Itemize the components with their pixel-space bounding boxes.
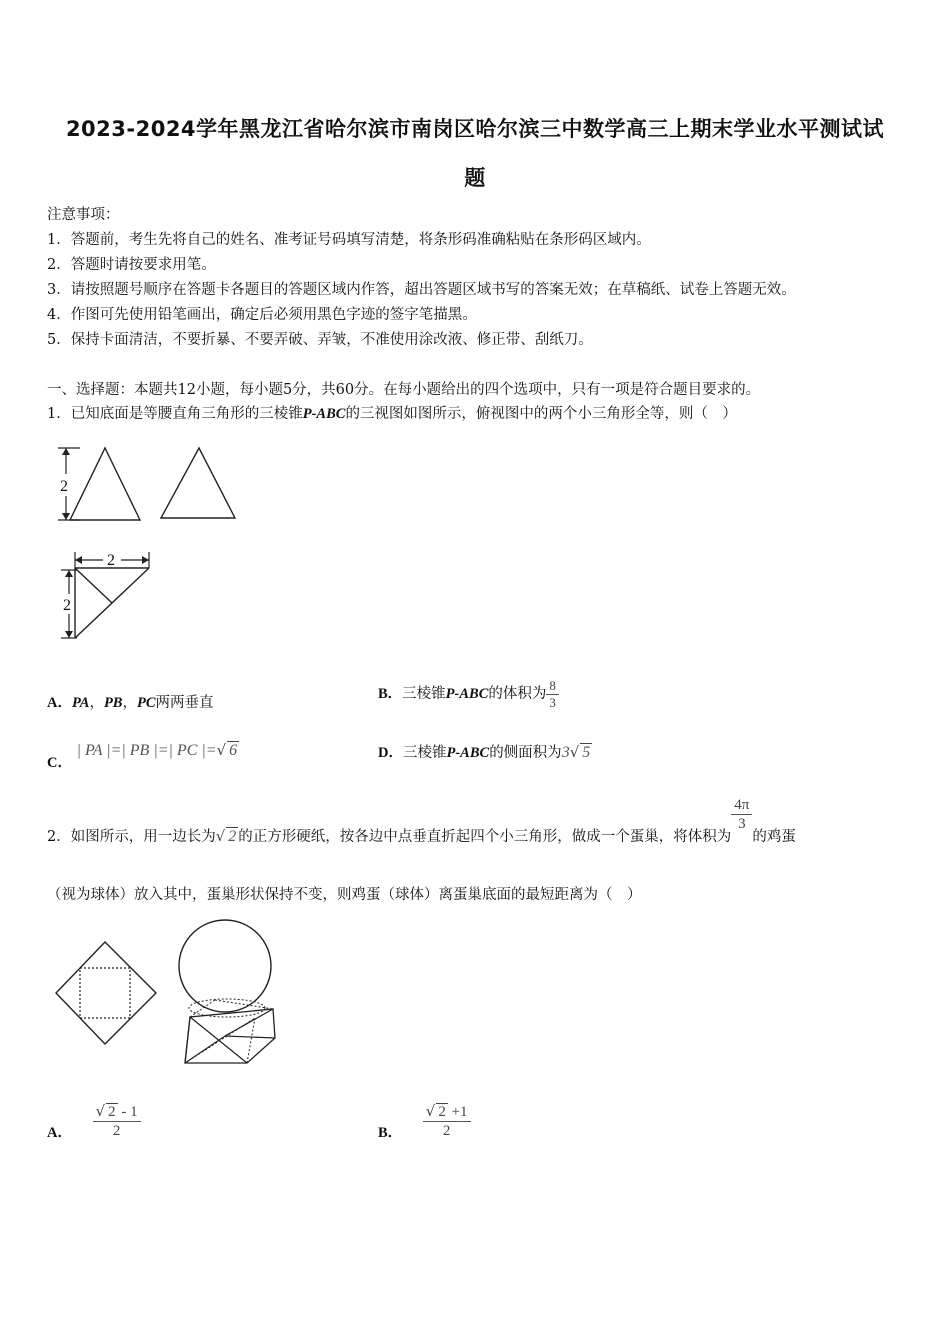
- notice-item-3: 3．请按照题号顺序在答题卡各题目的答题区域内作答，超出答题区域书写的答案无效；在草稿纸、试卷上答题无效。: [47, 282, 796, 298]
- top-width-label: 2: [107, 552, 115, 569]
- front-height-label: 2: [60, 478, 68, 495]
- q1-option-b[interactable]: B．三棱锥P-ABC的体积为 $\frac{8}{3}$: [378, 678, 559, 710]
- page-title: 2023-2024学年黑龙江省哈尔滨市南岗区哈尔滨三中数学高三上期末学业水平测试试: [65, 117, 885, 141]
- q1-front-view: [50, 440, 160, 530]
- q2-option-b[interactable]: B． $\frac{√ 2 +1}{2}$: [378, 1102, 471, 1140]
- question-1-stem: 1．已知底面是等腰直角三角形的三棱锥P-ABC的三视图如图所示，俯视图中的两个小三角形全等，则（ ）: [47, 406, 737, 422]
- question-2-stem-line2: （视为球体）放入其中，蛋巢形状保持不变，则鸡蛋（球体）离蛋巢底面的最短距离为（ ）: [47, 887, 642, 903]
- notice-heading: 注意事项：: [47, 207, 120, 223]
- q2-option-a[interactable]: A． $\frac{√ 2 - 1}{2}$: [47, 1102, 141, 1140]
- q1-top-view: [55, 550, 165, 650]
- notice-item-1: 1．答题前，考生先将自己的姓名、准考证号码填写清楚，将条形码准确粘贴在条形码区域内。: [47, 232, 651, 248]
- notice-item-4: 4．作图可先使用铅笔画出，确定后必须用黑色字迹的签字笔描黑。: [47, 307, 477, 323]
- q1-option-d[interactable]: D．三棱锥P-ABC的侧面积为3√ 5: [378, 743, 591, 761]
- q1-side-view: [155, 440, 245, 530]
- q2-egg-nest: [175, 918, 285, 1068]
- section-heading: 一、选择题：本题共12小题，每小题5分，共60分。在每小题给出的四个选项中，只有一项是符合题目要求的。: [47, 382, 761, 398]
- q2-folded-square: [52, 938, 162, 1048]
- q1-option-c[interactable]: C． | PA |=| PB |=| PC |=√ 6: [47, 741, 238, 771]
- notice-item-2: 2．答题时请按要求用笔。: [47, 257, 216, 273]
- top-height-label: 2: [63, 597, 71, 614]
- notice-item-5: 5．保持卡面清洁，不要折暴、不要弄破、弄皱，不准使用涂改液、修正带、刮纸刀。: [47, 332, 593, 348]
- q1-option-a[interactable]: A．PA，PB，PC两两垂直: [47, 695, 214, 711]
- page-title-continued: 题: [464, 166, 486, 190]
- question-2-stem: 2．如图所示，用一边长为√ 2 的正方形硬纸，按各边中点垂直折起四个小三角形，做成一个蛋巢，将体积为 $\frac{4\pi}{3}$ 的鸡蛋: [47, 797, 796, 845]
